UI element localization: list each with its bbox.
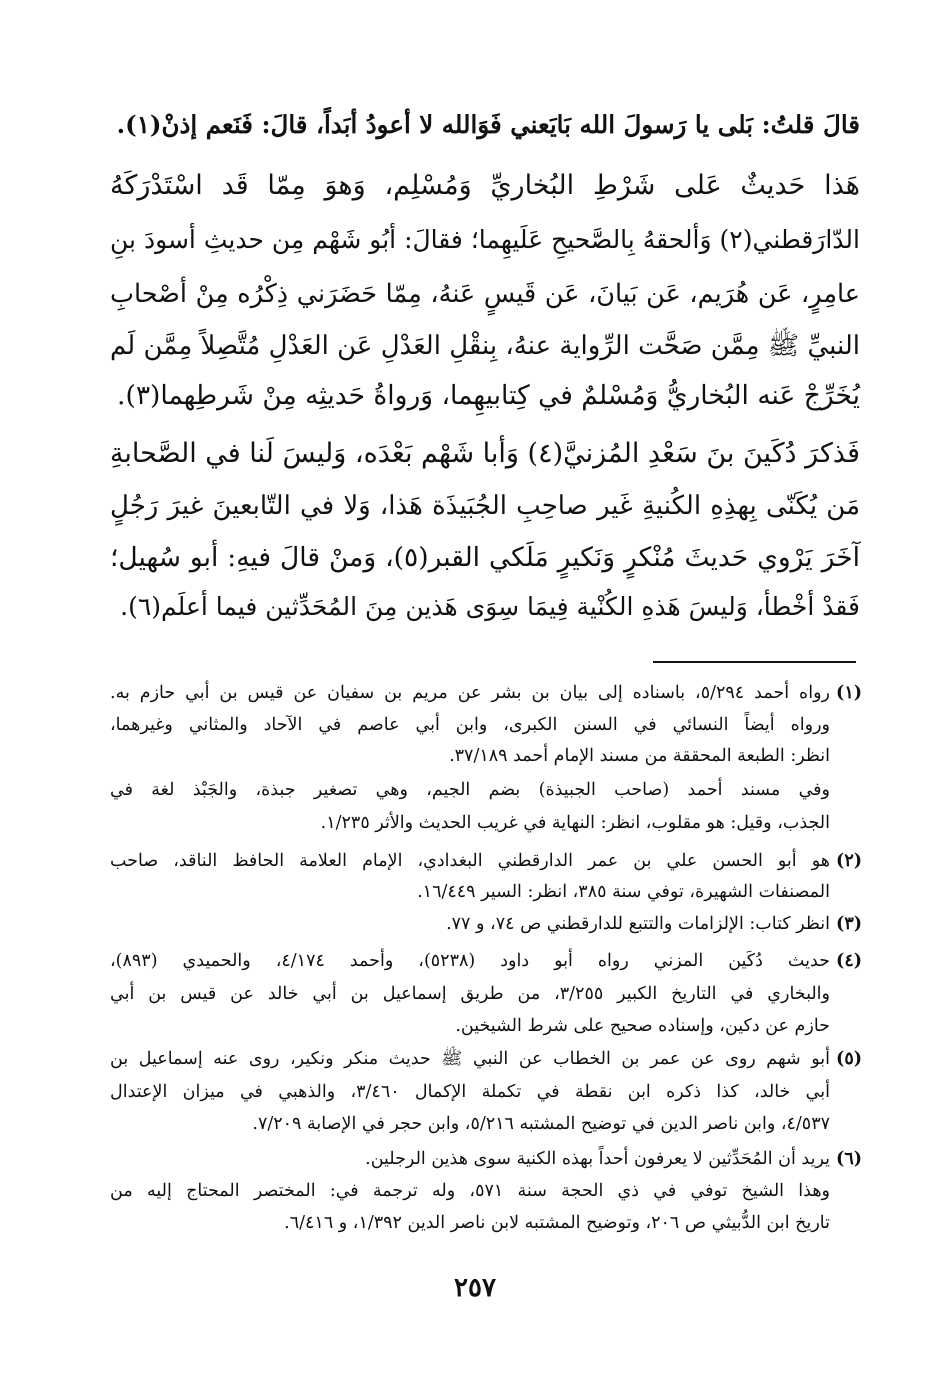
footnote-line: تاريخ ابن الدُّبيثي ص ٢٠٦، وتوضيح المشتبه لابن ناصر الدين ١/٣٩٢، و ٦/٤١٦. [284,1213,830,1233]
body-line: عامِرٍ، عَن هُرَيم، عَن بَيانَ، عَن قَيسٍ عَنهُ، مِمّا حَضَرَني ذِكْرُه مِنْ أصْحابِ [110,279,860,309]
footnote-line: انظر كتاب: الإلزامات والتتبع للدارقطني ص ٧٤، و ٧٧. [446,914,830,934]
footnote-line: رواه أحمد ٥/٢٩٤، باسناده إلى بيان بن بشر عن مريم بن سفيان عن قيس بن أبي حازم به. [110,683,830,703]
footnote-line: أبي خالد، كذا ذكره ابن نقطة في تكملة الإكمال ٣/٤٦٠، والذهبي في ميزان الإعتدال [110,1082,830,1102]
body-line: مَن يُكَنّى بِهذِهِ الكُنيةِ غَير صاحِبِ الجُبَيذَة هَذا، وَلا في التّابعينَ غيرَ رَجُلٍ [110,491,860,521]
body-line: فَذكرَ دُكَينَ بنَ سَعْدِ المُزنيَّ(٤) وَأبا شَهْم بَعْدَه، وَليسَ لَنا في الصَّحابةِ [109,438,860,469]
footnote-line: وهذا الشيخ توفي في ذي الحجة سنة ٥٧١، وله ترجمة في: المختصر المحتاج إليه من [110,1181,830,1201]
footnote-number: (٣) [836,914,862,934]
footnote-line: ٤/٥٣٧، وابن ناصر الدين في توضيح المشتبه ٥/٢١٦، وابن حجر في الإصابة ٧/٢٠٩. [252,1114,830,1134]
footnote-line: يريد أن المُحَدِّثين لا يعرفون أحداً بهذه الكنية سوى هذين الرجلين. [365,1149,830,1169]
footnote-line: حديث دُكَين المزني رواه أبو داود (٥٢٣٨)، وأحمد ٤/١٧٤، والحميدي (٨٩٣)، [110,951,830,971]
footnote-number: (٥) [836,1049,862,1069]
page-number: ٢٥٧ [454,1273,496,1303]
body-line: النبيِّ ﷺ مِمَّن صَحَّت الرِّواية عنهُ، بِنقْلِ العَدْلِ عَن العَدْلِ مُتَّصِلاً مِمَّن لَم [110,331,860,361]
footnote-line: أبو شهم روى عن عمر بن الخطاب عن النبي ﷺ حديث منكر ونكير، روى عنه إسماعيل بن [110,1049,830,1069]
body-line: قالَ قلتُ: بَلى يا رَسولَ الله بَايَعني فَوَالله لا أعودُ أبَداً، قالَ: فَنَعم إذنْ(١). [116,110,860,139]
footnote-number: (٤) [836,951,862,971]
body-line: آخَرَ يَرْوي حَديثَ مُنْكرٍ وَنَكيرٍ مَلَكي القبر(٥)، وَمنْ قالَ فيهِ: أبو سُهيل؛ [110,542,860,573]
footnote-line: ورواه أيضاً النسائي في السنن الكبرى، وابن أبي عاصم في الآحاد والمثاني وغيرهما، [110,715,830,735]
footnote-line: والبخاري في التاريخ الكبير ٣/٢٥٥، من طريق إسماعيل بن أبي خالد عن قيس بن أبي [110,984,830,1004]
footnote-number: (٦) [836,1149,862,1169]
footnote-line: هو أبو الحسن علي بن عمر الدارقطني البغدادي، الإمام العلامة الحافظ الناقد، صاحب [110,851,830,871]
footnote-line: الجذب، وقيل: هو مقلوب، انظر: النهاية في غريب الحديث والأثر ١/٢٣٥. [320,813,830,833]
body-line: الدّارَقطني(٢) وَألحقهُ بِالصَّحيحِ عَلَيهِما؛ فقالَ: أبُو شَهْم مِن حديثِ أسودَ بنِ [110,225,860,254]
footnote-line: وفي مسند أحمد (صاحب الجبيذة) بضم الجيم، وهي تصغير جبذة، والجَبْذ لغة في [110,780,830,800]
body-line: هَذا حَديثٌ عَلى شَرْطِ البُخاريِّ وَمُسْلِم، وَهوَ مِمّا قَد اسْتَدْرَكَهُ [110,170,860,201]
body-line: يُخَرِّجْ عَنه البُخاريُّ وَمُسْلمٌ في كِتابيهِما، وَرواةُ حَديثِه مِنْ شَرطِهما(٣). [117,380,860,411]
footnote-line: المصنفات الشهيرة، توفي سنة ٣٨٥، انظر: السير ١٦/٤٤٩. [417,882,830,902]
footnote-line: انظر: الطبعة المحققة من مسند الإمام أحمد ٣٧/١٨٩. [449,746,830,766]
footnote-number: (٢) [836,851,862,871]
footnote-separator [653,661,856,663]
footnote-line: حازم عن دكين، وإسناده صحيح على شرط الشيخين. [455,1016,830,1036]
footnote-number: (١) [836,683,862,703]
body-line: فَقدْ أخْطأ، وَليسَ هَذهِ الكُنْية فِيمَا سِوَى هَذين مِنَ المُحَدِّثين فيما أعلَم(٦). [120,592,860,621]
